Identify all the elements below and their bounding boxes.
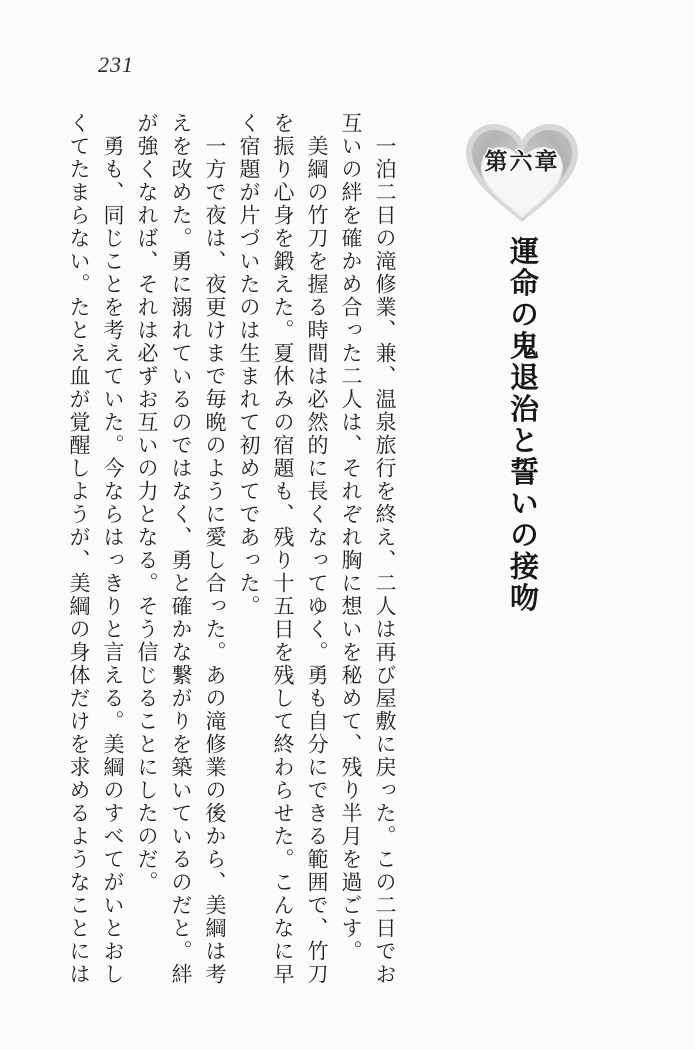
text-column-10: くてたまらない。たとえ血が覚醒しようが、美綱の身体だけを求めるようなことには [67, 112, 91, 986]
chapter-title: 運命の鬼退治と誓いの接吻 [506, 236, 538, 614]
text-column-4: を振り心身を鍛えた。夏休みの宿題も、残り十五日を残して終わらせた。こんなに早 [271, 112, 295, 986]
text-column-5: く宿題が片づいたのは生まれて初めてであった。 [237, 112, 261, 618]
chapter-badge-label: 第六章 [484, 149, 560, 174]
text-column-9: 勇も、同じことを考えていた。今ならはっきりと言える。美綱のすべてがいとおし [101, 112, 125, 986]
page-number: 231 [98, 52, 134, 77]
text-column-2: 互いの絆を確かめ合った二人は、それぞれ胸に想いを秘めて、残り半月を過ごす。 [339, 112, 363, 963]
heart-icon [461, 122, 583, 228]
text-column-7: えを改めた。勇に溺れているのではなく、勇と確かな繋がりを築いているのだと。絆 [169, 112, 193, 986]
text-column-6: 一方で夜は、夜更けまで毎晩のように愛し合った。あの滝修業の後から、美綱は考 [203, 112, 227, 986]
chapter-heading [458, 122, 586, 616]
text-column-1: 一泊二日の滝修業、兼、温泉旅行を終え、二人は再び屋敷に戻った。この二日でお [373, 112, 397, 986]
text-column-8: が強くなれば、それは必ずお互いの力となる。そう信じることにしたのだ。 [135, 112, 159, 894]
body-text [62, 112, 402, 996]
text-column-3: 美綱の竹刀を握る時間は必然的に長くなってゆく。勇も自分にできる範囲で、竹刀 [305, 112, 329, 986]
